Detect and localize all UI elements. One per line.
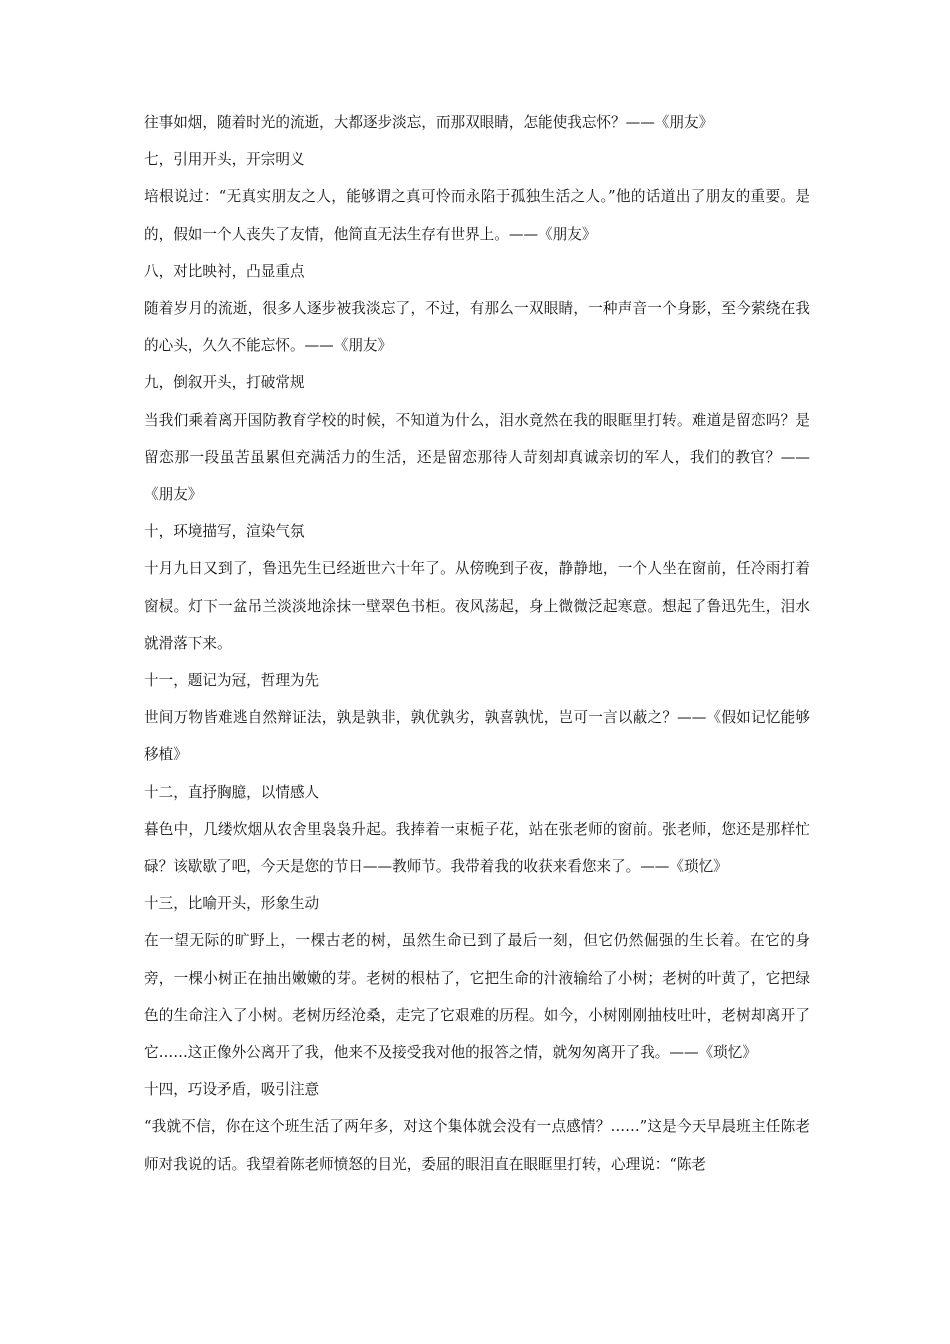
section-heading: 九，倒叙开头，打破常规 [144,374,305,392]
document-page [144,104,810,1183]
section-heading: 七，引用开头，开宗明义 [144,151,305,169]
section-heading: 十二，直抒胸臆，以情感人 [144,783,320,801]
section-heading: 十，环境描写，渲染气氛 [144,523,305,541]
body-paragraph: 暮色中，几缕炊烟从农舍里袅袅升起。我捧着一束栀子花，站在张老师的窗前。张老师，您还是那样忙碌？该歇歇了吧，今天是您的节日——教师节。我带着我的收获来看您来了。——《琐忆》 [144,820,810,876]
body-paragraph: “我就不信，你在这个班生活了两年多，对这个集体就会没有一点感情？……”这是今天早晨班主任陈老师对我说的话。我望着陈老师愤怒的目光，委屈的眼泪直在眼眶里打转，心理说：“陈老 [144,1118,810,1173]
section-heading: 八，对比映衬，凸显重点 [144,262,305,280]
section-heading: 十四，巧设矛盾，吸引注意 [144,1081,320,1099]
section-heading: 十一，题记为冠，哲理为先 [144,672,320,690]
body-paragraph: 十月九日又到了，鲁迅先生已经逝世六十年了。从傍晚到子夜，静静地，一个人坐在窗前，任冷雨打着窗棂。灯下一盆吊兰淡淡地涂抹一壁翠色书柜。夜风荡起，身上微微泛起寒意。想起了鲁迅先生，泪水就滑落下来。 [144,560,810,652]
body-paragraph: 世间万物皆难逃自然辩证法，孰是孰非，孰优孰劣，孰喜孰忧，岂可一言以蔽之？——《假如记忆能够移植》 [144,709,810,764]
body-paragraph: 往事如烟，随着时光的流逝，大都逐步淡忘，而那双眼睛，怎能使我忘怀？——《朋友》 [144,114,714,131]
body-paragraph: 当我们乘着离开国防教育学校的时候，不知道为什么，泪水竟然在我的眼眶里打转。难道是留恋吗？是留恋那一段虽苦虽累但充满活力的生活，还是留恋那待人苛刻却真诚亲切的军人，我们的教官？——《朋友》 [144,411,810,504]
body-paragraph: 培根说过：“无真实朋友之人，能够谓之真可怜而永陷于孤独生活之人。”他的话道出了朋友的重要。是的，假如一个人丧失了友情，他简直无法生存有世界上。——《朋友》 [144,188,810,243]
section-heading: 十三，比喻开头，形象生动 [144,895,320,913]
body-paragraph: 在一望无际的旷野上，一棵古老的树，虽然生命已到了最后一刻，但它仍然倔强的生长着。在它的身旁，一棵小树正在抽出嫩嫩的芽。老树的根枯了，它把生命的汁液输给了小树；老树的叶黄了，它把绿色的生命注入了小树。老树历经沧桑，走完了它艰难的历程。如今，小树刚刚抽枝吐叶，老树却离开了它……这正像外公离开了我，他来不及接受我对他的报答之情，就匆匆离开了我。——《琐忆》 [144,932,810,1062]
body-paragraph: 随着岁月的流逝，很多人逐步被我淡忘了，不过，有那么一双眼睛，一种声音一个身影，至今萦绕在我的心头，久久不能忘怀。——《朋友》 [144,300,810,355]
